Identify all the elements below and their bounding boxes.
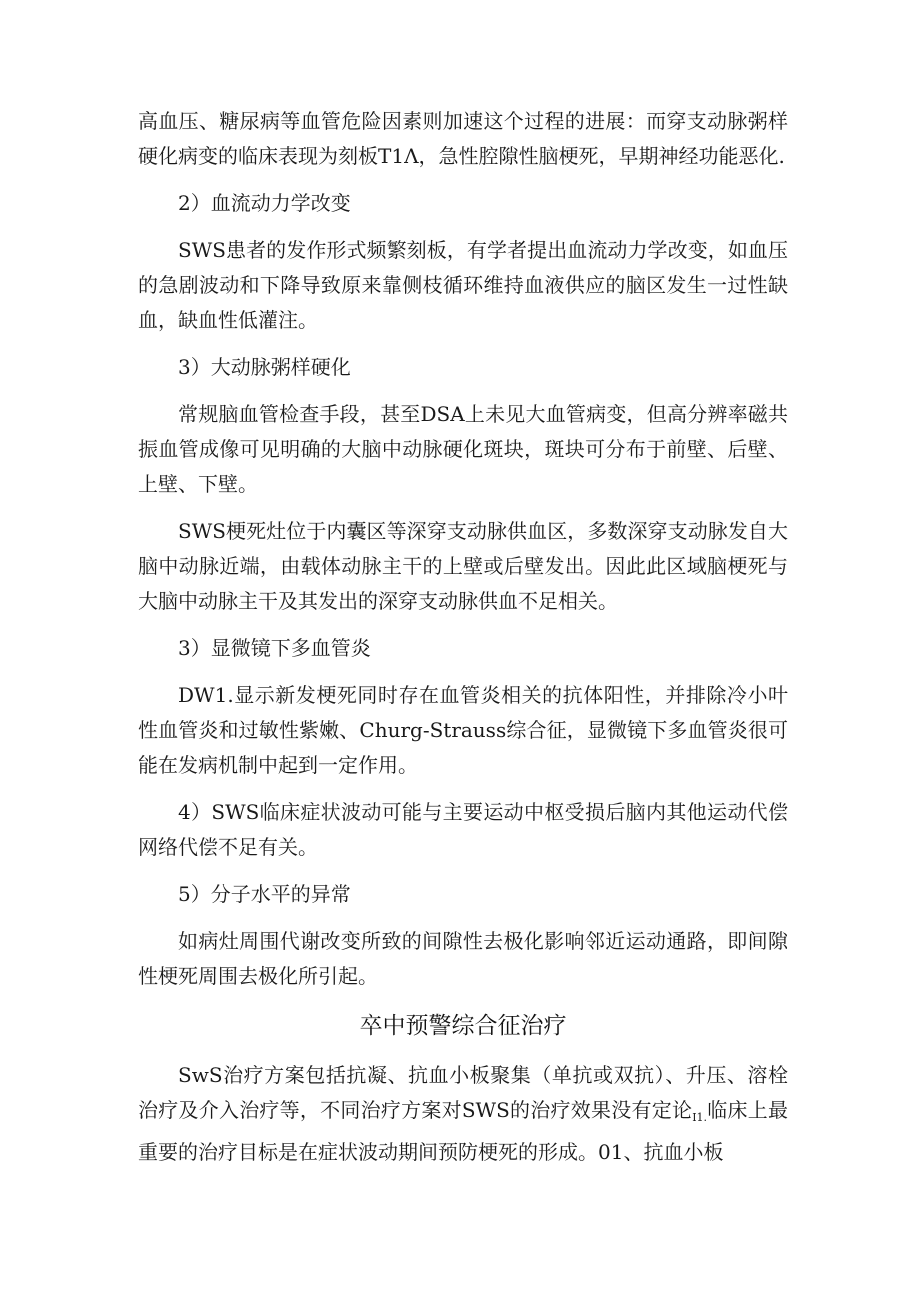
subheading-molecular: 5）分子水平的异常 xyxy=(178,882,351,906)
paragraph-molecular: 如病灶周围代谢改变所致的间隙性去极化影响邻近运动通路，即间隙性梗死周围去极化所引起。 xyxy=(138,929,788,988)
subheading-hemodynamics: 2）血流动力学改变 xyxy=(178,191,351,215)
paragraph-infarct-location: SWS梗死灶位于内囊区等深穿支动脉供血区，多数深穿支动脉发自大脑中动脉近端，由载体动脉主干的上壁或后壁发出。因此此区域脑梗死与大脑中动脉主干及其发出的深穿支动脉供血不足相关。 xyxy=(138,519,788,613)
document-body xyxy=(138,104,788,1182)
treatment-text-end: 临床上最重要的治疗目标是在症状波动期间预防梗死的形成。01、抗血小板 xyxy=(138,1098,789,1164)
paragraph-risk-factors: 高血压、糖尿病等血管危险因素则加速这个过程的进展：而穿支动脉粥样硬化病变的临床表现为刻板T1Λ，急性腔隙性脑梗死，早期神经功能恶化. xyxy=(138,109,788,168)
treatment-text-start: SwS治疗方案包括抗凝、抗血小板聚集（单抗或双抗）、升压、溶栓治疗及介入治疗等，不同治疗方案对SWS的治疗效果没有定论 xyxy=(138,1063,788,1122)
paragraph-treatment xyxy=(138,1058,788,1170)
paragraph-polyangiitis: DW1.显示新发梗死同时存在血管炎相关的抗体阳性，并排除冷小叶性血管炎和过敏性紫嫩、Churg-Strauss综合征，显微镜下多血管炎很可能在发病机制中起到一定作用。 xyxy=(138,683,788,777)
paragraph-atherosclerosis: 常规脑血管检查手段，甚至DSA上未见大血管病变，但高分辨率磁共振血管成像可见明确的大脑中动脉硬化斑块，斑块可分布于前壁、后壁、上壁、下壁。 xyxy=(138,402,788,496)
subheading-polyangiitis: 3）显微镜下多血管炎 xyxy=(178,636,371,660)
paragraph-motor-compensation: 4）SWS临床症状波动可能与主要运动中枢受损后脑内其他运动代偿网络代偿不足有关。 xyxy=(138,800,788,859)
subheading-atherosclerosis: 3）大动脉粥样硬化 xyxy=(178,355,351,379)
paragraph-hemodynamics: SWS患者的发作形式频繁刻板，有学者提出血流动力学改变，如血压的急剧波动和下降导致原来靠侧枝循环维持血液供应的脑区发生一过性缺血，缺血性低灌注。 xyxy=(138,238,788,332)
section-title: 卒中预警综合征治疗 xyxy=(359,1013,567,1039)
citation-ref: I1. xyxy=(692,1111,708,1124)
